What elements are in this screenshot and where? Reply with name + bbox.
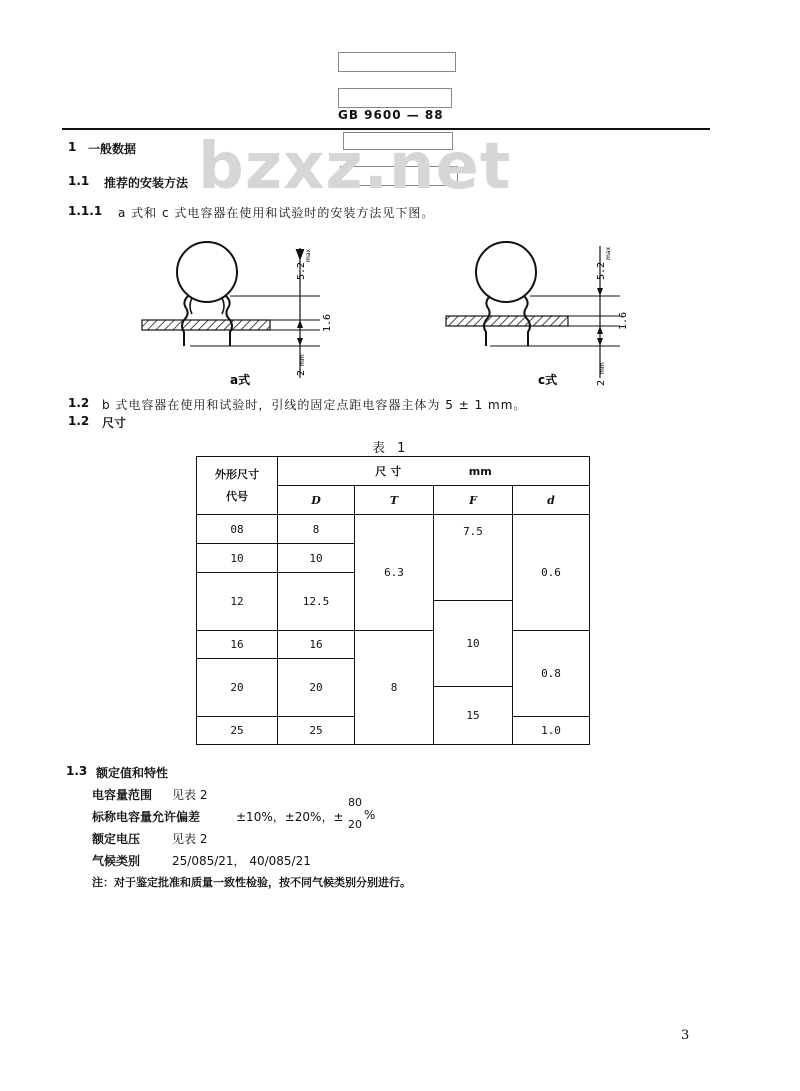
D-cell: 25 [278,717,355,745]
F-cell: 7.5 [434,515,513,601]
table-caption: 表 1 [372,441,410,456]
header-code-cell [197,457,278,515]
code-cell: 10 [197,544,278,573]
section-1-1-number: 1.1 [68,174,90,188]
voltage-label: 额定电压 [92,832,141,846]
code-cell: 12 [197,573,278,631]
d-cell: 1.0 [513,717,590,745]
header-blank-box-2 [338,88,452,108]
d-cell: 0.6 [513,515,590,631]
tolerance-label: 标称电容量允许偏差 [92,810,201,824]
a-type-capacitor [142,242,320,378]
note: 注：对于鉴定批准和质量一致性检验，按不同气候类别分别进行。 [92,876,411,889]
header-dims: 尺 寸 [375,465,402,478]
col-T: T [355,486,434,515]
page-number: 3 [681,1028,690,1043]
tolerance-value: ±10%，±20%，± [236,810,344,824]
section-1-3-number: 1.3 [66,764,88,778]
section-1-1-title: 推荐的安装方法 [104,176,189,190]
code-cell: 20 [197,659,278,717]
watermark: bzxz.net [198,130,512,204]
F-cell: 15 [434,687,513,745]
code-cell: 25 [197,717,278,745]
c-dim-max: max [605,246,612,260]
section-1-3-title: 额定值和特性 [96,766,169,780]
d-cell: 0.8 [513,631,590,717]
section-1-1-1-text: a 式和 c 式电容器在使用和试验时的安装方法见下图。 [118,206,435,220]
D-cell: 20 [278,659,355,717]
c-dim-mm: mm [599,362,606,374]
T-cell: 8 [355,631,434,745]
climate-label: 气候类别 [92,854,141,868]
section-1-2-text: b 式电容器在使用和试验时，引线的固定点距电容器主体为 5 ± 1 mm。 [102,398,527,412]
header-unit: mm [468,465,492,478]
cap-range-label: 电容量范围 [92,788,153,802]
header-code-line-1: 外形尺寸 [215,467,259,481]
D-cell: 10 [278,544,355,573]
tolerance-lower: 20 [348,818,362,831]
c-dim-5-2: 5.2 [596,261,607,280]
a-type-label: a式 [230,373,251,387]
section-1-1-1-number: 1.1.1 [68,204,103,218]
mounting-figure [130,228,650,398]
header-blank-box-1 [338,52,456,72]
col-d: d [513,486,590,515]
D-cell: 12.5 [278,573,355,631]
cap-range-value: 见表 2 [172,788,208,802]
code-cell: 08 [197,515,278,544]
D-cell: 8 [278,515,355,544]
climate-value: 25/085/21， 40/085/21 [172,854,311,868]
a-dim-mm: mm [299,354,306,366]
a-dim-max: max [305,248,312,262]
code-cell: 16 [197,631,278,659]
F-cell: 10 [434,601,513,687]
col-D: D [278,486,355,515]
section-1-2-number: 1.2 [68,396,90,410]
c-type-capacitor [446,242,620,378]
section-1-number: 1 [68,140,77,154]
tolerance-percent: % [364,808,376,822]
tolerance-upper: 80 [348,796,362,809]
a-dim-2: 2 [296,369,307,376]
c-dim-1-6: 1.6 [618,311,629,330]
col-F: F [434,486,513,515]
header-code-line-2: 代号 [226,489,248,503]
header-dims-cell [278,457,590,486]
section-1-2b-title: 尺寸 [102,416,127,430]
D-cell: 16 [278,631,355,659]
voltage-value: 见表 2 [172,832,208,846]
dimensions-table [196,456,590,745]
T-cell: 6.3 [355,515,434,631]
a-dim-5-2: 5.2 [296,261,307,280]
section-1-2b-number: 1.2 [68,414,90,428]
a-dim-1-6: 1.6 [322,313,333,332]
section-1-title: 一般数据 [88,142,137,156]
standard-number: GB 9600 — 88 [338,108,444,122]
c-type-label: c式 [538,373,558,387]
c-dim-2: 2 [596,379,607,386]
